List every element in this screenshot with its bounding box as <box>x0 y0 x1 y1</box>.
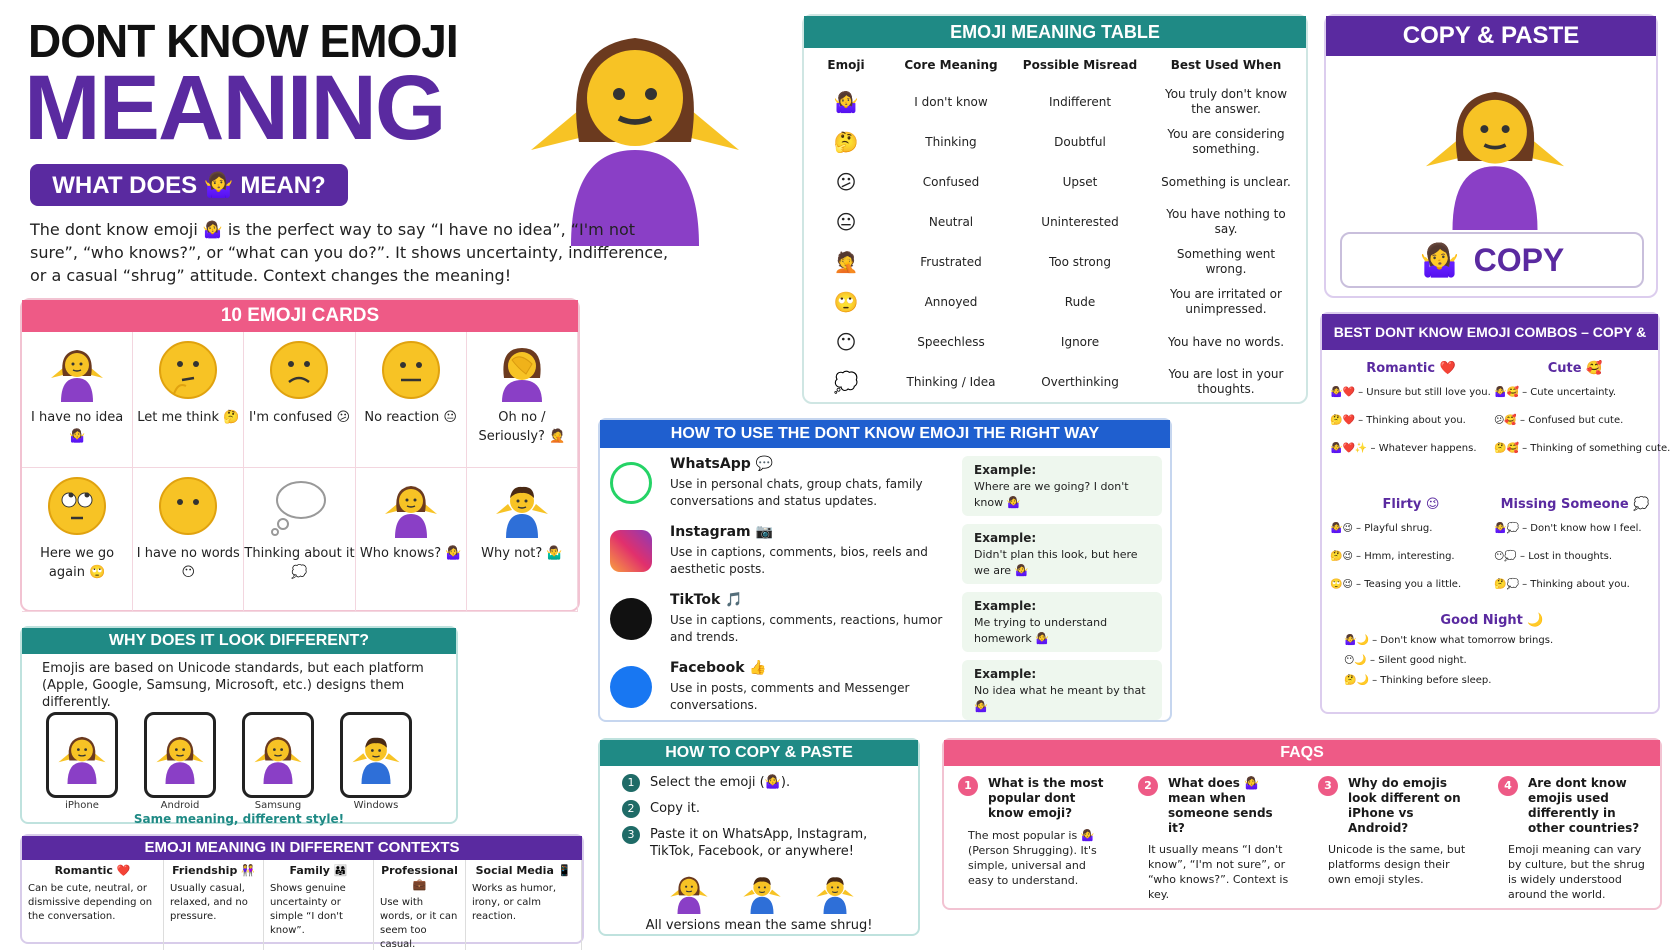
combo-line[interactable]: 🤔😉 – Hmm, interesting. <box>1330 551 1455 562</box>
context-title: Family 👨‍👩‍👧 <box>289 864 348 877</box>
faq-item <box>1304 776 1482 904</box>
why-different-footer: Same meaning, different style! <box>133 812 345 826</box>
usage-description: Use in personal chats, group chats, family conversations and status updates. <box>670 477 923 508</box>
man-shrugging-icon <box>347 726 405 784</box>
woman-shrugging-icon <box>249 726 307 784</box>
table-header: Emoji <box>827 58 865 72</box>
context-title: Romantic ❤️ <box>54 864 131 877</box>
faq-item <box>944 776 1122 904</box>
emoji-card[interactable] <box>244 468 355 612</box>
emoji-card[interactable] <box>133 332 244 468</box>
table-best-cell: You are considering something. <box>1167 127 1285 156</box>
faq-question-text: Are dont know emojis used differently in other countries? <box>1528 776 1640 835</box>
faq-number: 2 <box>1138 776 1158 796</box>
usage-row <box>600 658 1170 726</box>
usage-example <box>962 524 1162 584</box>
usage-example-label: Example: <box>974 599 1037 613</box>
usage-example-label: Example: <box>974 667 1037 681</box>
faq-question <box>1494 776 1652 836</box>
faq-answer: Unicode is the same, but platforms design their own emoji styles. <box>1328 843 1466 886</box>
usage-platform-name: TikTok 🎵 <box>670 592 743 608</box>
context-column <box>264 860 374 950</box>
copy-step <box>622 774 902 792</box>
combo-group <box>1330 498 1492 606</box>
emoji-card-label: Oh no / Seriously? 🤦 <box>478 410 566 444</box>
thought-bubble-icon <box>267 474 331 538</box>
faq-question <box>1134 776 1292 836</box>
table-misread-cell: Upset <box>1062 174 1098 189</box>
faq-question-text: Why do emojis look different on iPhone vs Android? <box>1348 776 1461 835</box>
table-row <box>804 242 1306 282</box>
table-misread-cell: Too strong <box>1049 254 1111 269</box>
meaning-table-panel <box>802 14 1308 404</box>
table-best-cell: You are irritated or unimpressed. <box>1170 287 1282 316</box>
emoji-card[interactable] <box>22 332 133 468</box>
woman-shrugging-icon <box>45 338 109 402</box>
combo-group-title: Romantic ❤️ <box>1366 361 1456 376</box>
faq-number: 1 <box>958 776 978 796</box>
man-shrugging-icon <box>490 474 554 538</box>
platform-phone <box>46 712 118 798</box>
table-best-cell: You are lost in your thoughts. <box>1168 367 1284 396</box>
woman-shrugging-icon <box>151 726 209 784</box>
emoji-card[interactable] <box>244 332 355 468</box>
usage-example <box>962 456 1162 516</box>
usage-platform-name: WhatsApp 💬 <box>670 456 774 472</box>
table-emoji-cell: 💭 <box>833 369 859 394</box>
combo-line[interactable]: 🤷‍♀️😉 – Playful shrug. <box>1330 523 1433 534</box>
table-core-cell: Thinking / Idea <box>906 374 996 389</box>
emoji-card-label: Who knows? 🤷‍♀️ <box>359 546 462 561</box>
table-row <box>804 202 1306 242</box>
table-best-cell: You have nothing to say. <box>1166 207 1286 236</box>
meaning-table-title: EMOJI MEANING TABLE <box>804 16 1306 48</box>
platform-phone <box>242 712 314 798</box>
why-different-panel <box>20 626 458 824</box>
step-text: Paste it on WhatsApp, Instagram, TikTok, Facebook, or anywhere! <box>650 827 868 859</box>
context-column <box>164 860 264 950</box>
table-emoji-cell: 🤦 <box>833 249 859 274</box>
table-core-cell: I don't know <box>914 94 988 109</box>
table-emoji-cell: 🙄 <box>833 289 859 314</box>
emoji-cards-panel <box>20 298 580 612</box>
table-core-cell: Annoyed <box>924 294 978 309</box>
context-text: Shows genuine uncertainty or simple “I don't know”. <box>270 883 346 936</box>
how-to-copy-footer: All versions mean the same shrug! <box>645 918 873 933</box>
combo-line[interactable]: 😕🥰 – Confused but cute. <box>1494 415 1624 426</box>
why-different-title: WHY DOES IT LOOK DIFFERENT? <box>22 628 456 654</box>
table-row <box>804 282 1306 322</box>
step-number: 2 <box>622 800 640 818</box>
platform-label: Android <box>160 800 200 811</box>
faqs-title: FAQS <box>944 740 1660 766</box>
facepalm-icon <box>490 338 554 402</box>
usage-example <box>962 592 1162 652</box>
meaning-table <box>804 48 1306 402</box>
how-to-use-panel <box>598 418 1172 722</box>
combos-title: BEST DONT KNOW EMOJI COMBOS – COPY & PASTE <box>1322 314 1658 350</box>
combo-line[interactable]: 🤔❤️ – Thinking about you. <box>1330 415 1466 426</box>
table-row <box>804 122 1306 162</box>
copy-paste-title: COPY & PASTE <box>1326 16 1656 56</box>
thinking-face-icon <box>156 338 220 402</box>
contexts-title: EMOJI MEANING IN DIFFERENT CONTEXTS <box>22 836 582 860</box>
faq-question <box>1314 776 1472 836</box>
table-misread-cell: Rude <box>1064 294 1096 309</box>
platform-phone <box>340 712 412 798</box>
copy-step <box>622 826 902 860</box>
usage-platform-name: Instagram 📷 <box>670 524 773 540</box>
woman-shrugging-hero-icon <box>500 14 770 214</box>
table-row <box>804 322 1306 362</box>
hero-badge: WHAT DOES 🤷‍♀️ MEAN? <box>30 164 348 206</box>
combo-line[interactable]: 😶💭 – Lost in thoughts. <box>1494 551 1613 562</box>
table-best-cell: You truly don't know the answer. <box>1164 87 1288 116</box>
faqs-panel <box>942 738 1662 910</box>
woman-shrugging-icon <box>53 726 111 784</box>
combo-group-title: Missing Someone 💭 <box>1500 497 1650 512</box>
emoji-card-label: Why not? 🤷‍♂️ <box>481 546 563 561</box>
context-text: Use with words, or it can seem too casual. <box>380 897 458 950</box>
table-misread-cell: Ignore <box>1060 334 1100 349</box>
emoji-card[interactable] <box>22 468 133 612</box>
context-text: Can be cute, neutral, or dismissive depending on the conversation. <box>28 883 153 922</box>
eye-roll-icon <box>45 474 109 538</box>
step-number: 3 <box>622 826 640 844</box>
usage-example-text: Where are we going? I don't know 🤷‍♀️ <box>974 480 1129 509</box>
copy-button[interactable] <box>1340 232 1644 288</box>
emoji-card-label: Let me think 🤔 <box>137 410 240 425</box>
faq-answer: The most popular is 🤷‍♀️ (Person Shrugging). It's simple, universal and easy to understand. <box>968 829 1097 887</box>
emoji-card-label: I have no words 😶 <box>136 546 240 580</box>
combo-group-title: Flirty 😉 <box>1382 497 1440 512</box>
confused-face-icon <box>267 338 331 402</box>
usage-description: Use in captions, comments, bios, reels and aesthetic posts. <box>670 545 928 576</box>
faq-item <box>1124 776 1302 904</box>
instagram-icon <box>610 530 652 572</box>
table-emoji-cell: 😕 <box>835 169 857 194</box>
combo-line[interactable]: 😶🌙 – Silent good night. <box>1344 655 1467 666</box>
faq-question <box>954 776 1112 822</box>
usage-row <box>600 522 1170 590</box>
step-text: Copy it. <box>650 801 700 816</box>
emoji-card-label: Here we go again 🙄 <box>40 546 115 580</box>
usage-example-text: Didn't plan this look, but here we are 🤷‍♀️ <box>974 548 1138 577</box>
copy-step <box>622 800 902 818</box>
faq-item <box>1484 776 1662 904</box>
step-number: 1 <box>622 774 640 792</box>
faq-number: 3 <box>1318 776 1338 796</box>
step-text: Select the emoji (🤷‍♀️). <box>650 775 791 790</box>
table-row <box>804 162 1306 202</box>
whatsapp-icon <box>610 462 652 504</box>
emoji-cards-title: 10 EMOJI CARDS <box>22 300 578 332</box>
emoji-card-label: I have no idea 🤷‍♀️ <box>31 410 124 444</box>
emoji-card[interactable] <box>356 468 467 612</box>
context-column <box>374 860 466 950</box>
combo-line[interactable]: 🤷‍♀️❤️✨ – Whatever happens. <box>1330 443 1477 454</box>
no-mouth-face-icon <box>156 474 220 538</box>
usage-row <box>600 590 1170 658</box>
combo-group-title: Cute 🥰 <box>1547 361 1603 376</box>
combo-line[interactable]: 🤷‍♀️❤️ – Unsure but still love you. <box>1330 387 1491 398</box>
context-text: Works as humor, irony, or calm reaction. <box>472 883 557 922</box>
why-different-text: Emojis are based on Unicode standards, but each platform (Apple, Google, Samsung, Microsoft, etc.) designs them differently. <box>42 661 424 710</box>
table-core-cell: Speechless <box>917 334 985 349</box>
table-core-cell: Thinking <box>925 134 977 149</box>
table-emoji-cell: 🤔 <box>833 129 859 154</box>
contexts-panel <box>20 834 584 950</box>
man-shrugging-icon <box>739 868 785 914</box>
platform-label: iPhone <box>65 800 99 811</box>
context-title: Friendship 👭 <box>172 864 255 877</box>
hero-title-line2: MEANING <box>24 57 445 159</box>
combo-line[interactable]: 🤔🌙 – Thinking before sleep. <box>1344 675 1492 686</box>
emoji-card[interactable] <box>467 332 578 468</box>
usage-row <box>600 454 1170 522</box>
faq-answer: It usually means “I don't know”, “I'm not sure”, or “who knows?”. Context is key. <box>1148 843 1289 901</box>
emoji-card-label: Thinking about it 💭 <box>244 546 355 580</box>
table-emoji-cell: 😐 <box>835 209 857 234</box>
table-row <box>804 82 1306 122</box>
combo-line[interactable]: 🤔💭 – Thinking about you. <box>1494 579 1630 590</box>
copy-button-emoji: 🤷‍♀️ <box>1419 241 1460 279</box>
usage-example-text: No idea what he meant by that 🤷‍♀️ <box>974 684 1146 713</box>
combo-group <box>1494 361 1671 470</box>
table-header: Possible Misread <box>1022 58 1138 72</box>
how-to-copy-title: HOW TO COPY & PASTE <box>600 740 918 766</box>
faq-number: 4 <box>1498 776 1518 796</box>
table-emoji-cell: 🤷‍♀️ <box>833 89 859 114</box>
emoji-card[interactable] <box>133 468 244 612</box>
faq-question-text: What is the most popular dont know emoji? <box>988 776 1104 820</box>
combo-line[interactable]: 🙄😉 – Teasing you a little. <box>1330 579 1462 590</box>
usage-example-text: Me trying to understand homework 🤷‍♀️ <box>974 616 1108 645</box>
table-best-cell: Something is unclear. <box>1161 174 1291 189</box>
how-to-use-title: HOW TO USE THE DONT KNOW EMOJI THE RIGHT WAY <box>600 420 1170 448</box>
usage-example-label: Example: <box>974 531 1037 545</box>
context-title: Social Media 📱 <box>475 864 572 877</box>
table-header: Best Used When <box>1170 58 1282 72</box>
facebook-icon <box>610 666 652 708</box>
combo-line[interactable]: 🤷‍♀️🥰 – Cute uncertainty. <box>1494 387 1617 398</box>
platform-label: Windows <box>353 800 399 811</box>
emoji-card-label: I'm confused 😕 <box>248 410 351 425</box>
table-misread-cell: Indifferent <box>1048 94 1112 109</box>
emoji-card[interactable] <box>467 468 578 612</box>
combos-panel <box>1320 312 1671 714</box>
woman-shrugging-icon <box>1410 60 1580 230</box>
copy-paste-panel <box>1324 14 1658 298</box>
table-misread-cell: Uninterested <box>1041 214 1119 229</box>
emoji-card[interactable] <box>356 332 467 468</box>
emoji-card-label: No reaction 😐 <box>364 410 457 425</box>
man-shrugging-icon <box>812 868 858 914</box>
neutral-face-icon <box>379 338 443 402</box>
table-misread-cell: Doubtful <box>1054 134 1106 149</box>
table-core-cell: Frustrated <box>920 254 982 269</box>
context-column <box>466 860 582 950</box>
context-text: Usually casual, relaxed, and no pressure. <box>170 883 248 922</box>
how-to-copy-panel <box>598 738 920 936</box>
combo-group <box>1494 498 1656 606</box>
combo-line[interactable]: 🤷‍♀️💭 – Don't know how I feel. <box>1494 523 1642 534</box>
usage-platform-name: Facebook 👍 <box>670 660 767 676</box>
shrug-variants <box>652 868 872 914</box>
platform-phone <box>144 712 216 798</box>
table-best-cell: You have no words. <box>1167 334 1285 349</box>
tiktok-icon <box>610 598 652 640</box>
usage-description: Use in posts, comments and Messenger conversations. <box>670 681 910 712</box>
table-core-cell: Neutral <box>928 214 974 229</box>
hero-description: The dont know emoji 🤷‍♀️ is the perfect way to say “I have no idea”, “I'm not sure”, “who knows?”, or “what can you do?”. It shows uncertainty, indifference, or a casual “shrug” attitude. Context changes the meaning! <box>30 220 669 285</box>
combo-group-title: Good Night 🌙 <box>1440 613 1544 628</box>
platform-label: Samsung <box>254 800 302 811</box>
hero-title-line1: DONT KNOW EMOJI <box>28 15 458 67</box>
table-emoji-cell: 😶 <box>835 329 857 354</box>
usage-description: Use in captions, comments, reactions, humor and trends. <box>670 613 943 644</box>
faq-question-text: What does 🤷‍♀️ mean when someone sends it? <box>1168 776 1273 835</box>
usage-example <box>962 660 1162 720</box>
table-header: Core Meaning <box>904 58 998 72</box>
table-core-cell: Confused <box>922 174 980 189</box>
table-best-cell: Something went wrong. <box>1176 247 1276 276</box>
table-misread-cell: Overthinking <box>1041 374 1119 389</box>
combo-line[interactable]: 🤷‍♀️🌙 – Don't know what tomorrow brings. <box>1344 635 1554 646</box>
combo-group <box>1330 362 1492 470</box>
faq-answer: Emoji meaning can vary by culture, but the shrug is widely understood around the world. <box>1508 843 1645 901</box>
context-column <box>22 860 164 950</box>
usage-example-label: Example: <box>974 463 1037 477</box>
table-row <box>804 362 1306 402</box>
copy-button-label: COPY <box>1473 241 1565 278</box>
combo-line[interactable]: 🤔🥰 – Thinking of something cute. <box>1494 443 1671 454</box>
combo-group <box>1330 614 1654 694</box>
woman-shrugging-icon <box>379 474 443 538</box>
woman-shrugging-icon <box>666 868 712 914</box>
context-title: Professional 💼 <box>381 864 458 891</box>
